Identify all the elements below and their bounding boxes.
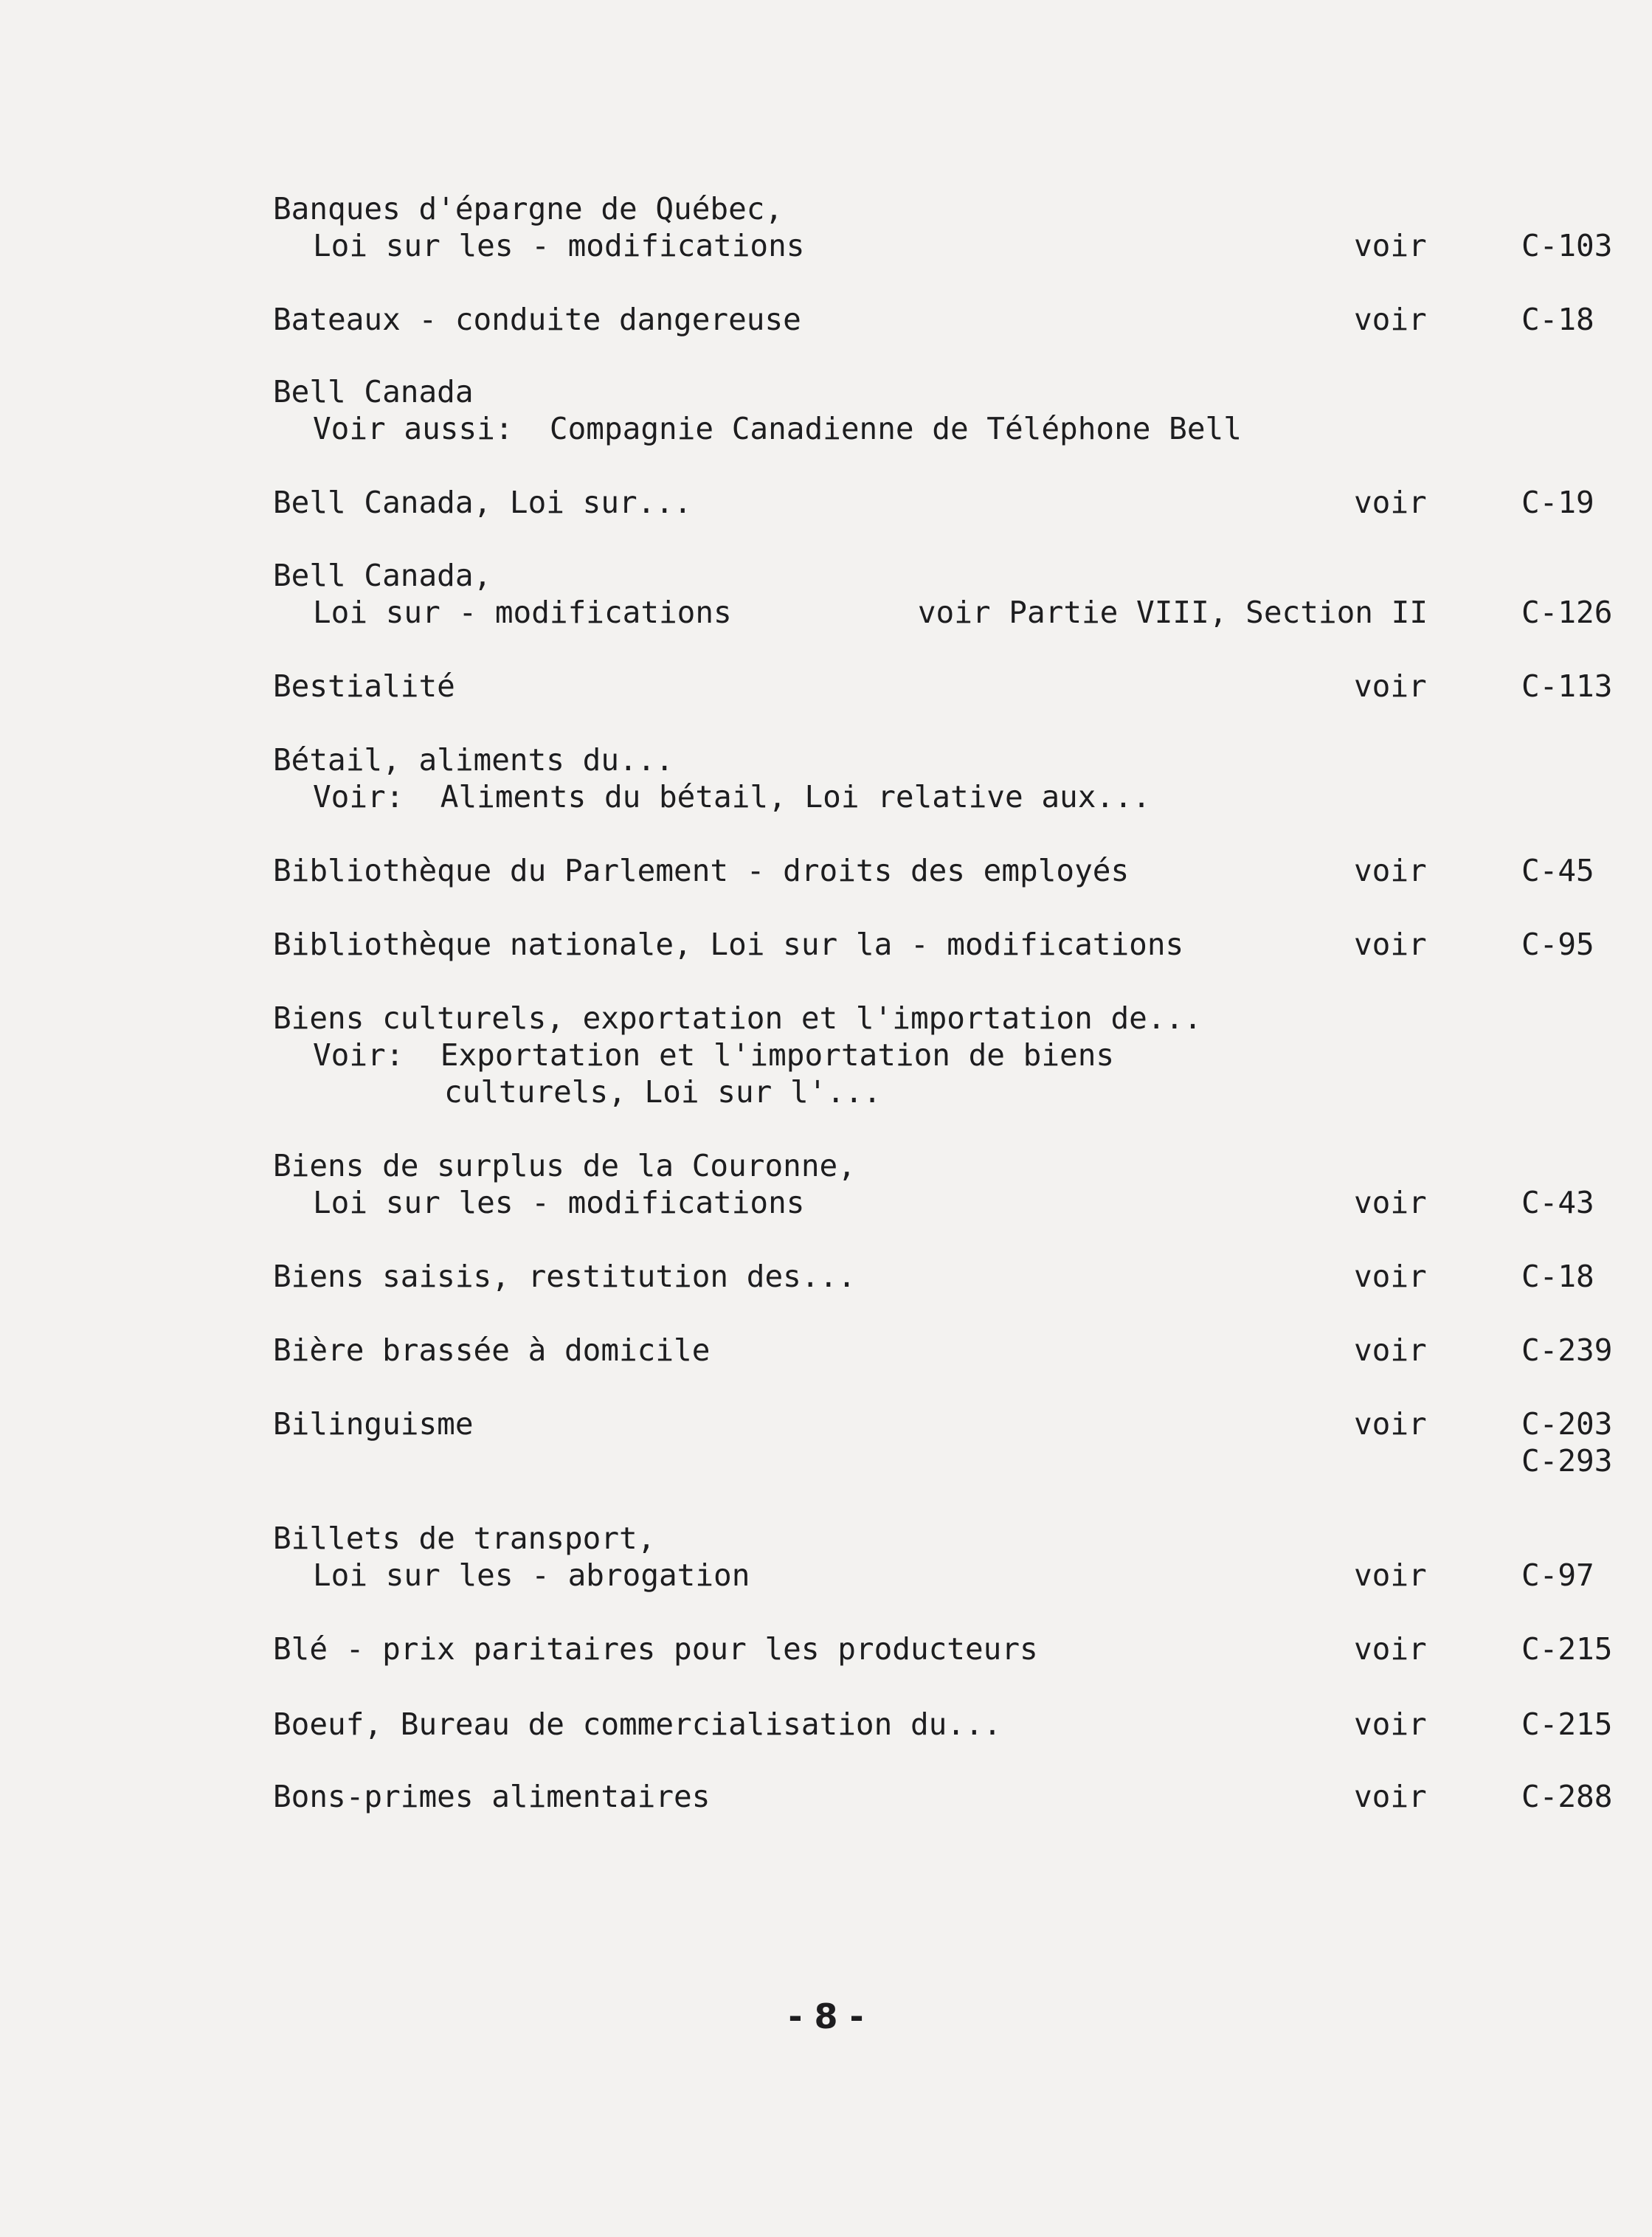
index-entry: [0, 557, 1652, 631]
bill-number: C-18: [1521, 302, 1594, 337]
entry-subline: Loi sur - modifications: [313, 595, 732, 630]
index-entry: [0, 1000, 1652, 1110]
entry-line: [0, 1073, 1652, 1110]
entry-heading: Boeuf, Bureau de commercialisation du...: [273, 1707, 1002, 1742]
see-reference: voir: [1354, 302, 1427, 337]
entry-line: [0, 1184, 1652, 1221]
entry-line: [0, 484, 1652, 521]
entry-line: [0, 1000, 1652, 1037]
entry-line: [0, 1706, 1652, 1743]
entry-subline: Voir: Aliments du bétail, Loi relative aux...: [313, 779, 1151, 815]
entry-line: [0, 410, 1652, 447]
entry-heading: Bell Canada: [273, 374, 474, 409]
index-entry: [0, 741, 1652, 815]
entry-subline: Voir: Exportation et l'importation de biens: [313, 1037, 1115, 1073]
bill-number: C-293: [1521, 1443, 1613, 1479]
entry-line: [0, 668, 1652, 705]
page-number: - 8 -: [788, 1996, 864, 2036]
entry-heading: Bell Canada, Loi sur...: [273, 485, 692, 520]
entry-heading: Bibliothèque nationale, Loi sur la - modifications: [273, 927, 1184, 962]
entry-heading: Biens culturels, exportation et l'importation de...: [273, 1000, 1202, 1036]
index-entry: [0, 484, 1652, 521]
see-reference: voir: [1354, 1779, 1427, 1814]
see-reference: voir Partie VIII, Section II: [917, 595, 1428, 630]
entry-line: [0, 1332, 1652, 1369]
entry-line: [0, 1520, 1652, 1557]
see-reference: voir: [1354, 927, 1427, 962]
see-reference: voir: [1354, 668, 1427, 704]
entry-line: [0, 190, 1652, 227]
entry-subline: Loi sur les - modifications: [313, 228, 805, 263]
index-entry: [0, 1520, 1652, 1594]
bill-number: C-203: [1521, 1406, 1613, 1442]
index-entry: [0, 1147, 1652, 1221]
see-reference: voir: [1354, 853, 1427, 888]
index-entry: [0, 852, 1652, 889]
entry-heading: Biens de surplus de la Couronne,: [273, 1148, 856, 1183]
entry-subline: Loi sur les - modifications: [313, 1185, 805, 1220]
bill-number: C-215: [1521, 1631, 1613, 1667]
index-entry: [0, 1406, 1652, 1479]
entry-heading: Bell Canada,: [273, 558, 492, 593]
index-entry: [0, 1631, 1652, 1667]
entry-subline: Loi sur les - abrogation: [313, 1557, 750, 1593]
entry-line: [0, 926, 1652, 963]
entry-line: [0, 1631, 1652, 1667]
entry-heading: Bestialité: [273, 668, 455, 704]
entry-subline: Voir aussi: Compagnie Canadienne de Téléphone Bell: [313, 411, 1242, 446]
entry-line: [0, 1406, 1652, 1442]
bill-number: C-288: [1521, 1779, 1613, 1814]
see-reference: voir: [1354, 1259, 1427, 1294]
entry-heading: Biens saisis, restitution des...: [273, 1259, 856, 1294]
entry-line: [0, 1557, 1652, 1594]
entry-heading: Bière brassée à domicile: [273, 1332, 711, 1368]
index-entry: [0, 668, 1652, 705]
bill-number: C-113: [1521, 668, 1613, 704]
entry-line: [0, 557, 1652, 594]
entry-line: [0, 1258, 1652, 1295]
entry-line: [0, 741, 1652, 778]
index-entry: [0, 301, 1652, 338]
entry-line: [0, 227, 1652, 264]
bill-number: C-43: [1521, 1185, 1594, 1220]
index-entry: [0, 373, 1652, 447]
see-reference: voir: [1354, 1185, 1427, 1220]
see-reference: voir: [1354, 485, 1427, 520]
bill-number: C-18: [1521, 1259, 1594, 1294]
index-entry: [0, 926, 1652, 963]
entry-line: [0, 852, 1652, 889]
entry-heading: Bétail, aliments du...: [273, 742, 674, 778]
bill-number: C-95: [1521, 927, 1594, 962]
bill-number: C-126: [1521, 595, 1613, 630]
entry-heading: Bilinguisme: [273, 1406, 474, 1442]
entry-heading: Bibliothèque du Parlement - droits des employés: [273, 853, 1130, 888]
entry-line: [0, 1147, 1652, 1184]
entry-heading: Bateaux - conduite dangereuse: [273, 302, 801, 337]
entry-line: [0, 1037, 1652, 1073]
entry-line: [0, 1778, 1652, 1815]
index-entry: [0, 1258, 1652, 1295]
see-reference: voir: [1354, 1557, 1427, 1593]
entry-heading: Banques d'épargne de Québec,: [273, 191, 784, 227]
entry-line: [0, 1442, 1652, 1479]
bill-number: C-19: [1521, 485, 1594, 520]
see-reference: voir: [1354, 228, 1427, 263]
index-entry: [0, 1706, 1652, 1743]
see-reference: voir: [1354, 1332, 1427, 1368]
index-entry: [0, 1332, 1652, 1369]
see-reference: voir: [1354, 1406, 1427, 1442]
index-entry: [0, 190, 1652, 264]
entry-line: [0, 301, 1652, 338]
bill-number: C-97: [1521, 1557, 1594, 1593]
bill-number: C-45: [1521, 853, 1594, 888]
entry-heading: Blé - prix paritaires pour les producteurs: [273, 1631, 1038, 1667]
entry-line: [0, 373, 1652, 410]
entry-heading: Billets de transport,: [273, 1521, 656, 1556]
see-reference: voir: [1354, 1631, 1427, 1667]
entry-line: [0, 778, 1652, 815]
entry-subline: culturels, Loi sur l'...: [444, 1074, 882, 1110]
see-reference: voir: [1354, 1707, 1427, 1742]
entry-heading: Bons-primes alimentaires: [273, 1779, 711, 1814]
index-entry: [0, 1778, 1652, 1815]
bill-number: C-215: [1521, 1707, 1613, 1742]
bill-number: C-239: [1521, 1332, 1613, 1368]
bill-number: C-103: [1521, 228, 1613, 263]
entry-line: [0, 594, 1652, 631]
